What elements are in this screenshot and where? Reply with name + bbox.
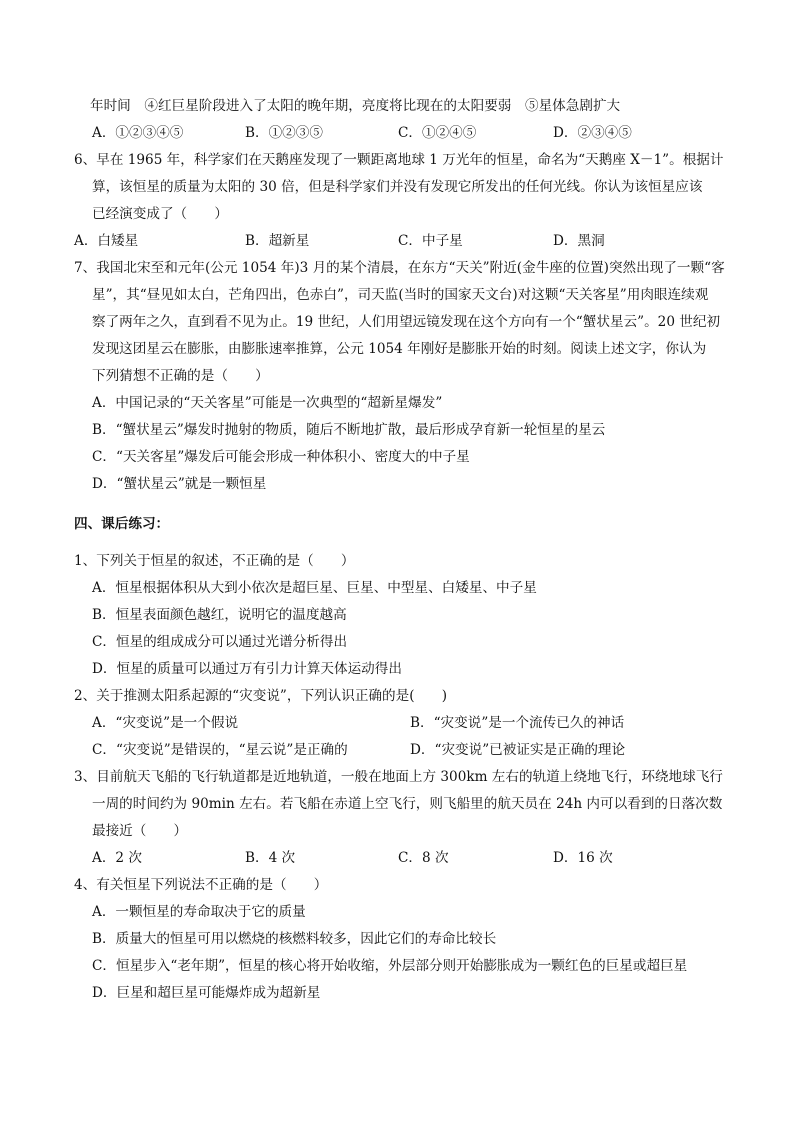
q6-option-d: D．黑洞 — [553, 233, 605, 249]
p3-option-a: A．2 次 — [92, 850, 142, 866]
q7-stem-line-3: 察了两年之久，直到看不见为止。19 世纪，人们用望远镜发现在这个方向有一个“蟹状星云”。20 世纪初 — [92, 314, 721, 330]
option-a: A．①②③④⑤ — [92, 125, 184, 141]
p3-option-d: D．16 次 — [553, 850, 613, 866]
p3-option-b: B．4 次 — [245, 850, 296, 866]
p3-stem-line-3: 最接近（ ） — [92, 823, 188, 839]
section-title: 四、课后练习： — [74, 516, 170, 532]
p2-option-b: B．“灾变说”是一个流传已久的神话 — [410, 715, 625, 731]
p3-stem-line-1: 3、目前航天飞船的飞行轨道都是近地轨道，一般在地面上方 300km 左右的轨道上绕地飞行，环绕地球飞行 — [74, 769, 723, 785]
p2-option-c: C．“灾变说”是错误的，“星云说”是正确的 — [92, 742, 348, 758]
p4-option-c: C．恒星步入“老年期”，恒星的核心将开始收缩，外层部分则开始膨胀成为一颗红色的巨星或超巨星 — [92, 958, 688, 974]
q7-option-c: C．“天关客星”爆发后可能会形成一种体积小、密度大的中子星 — [92, 449, 470, 465]
option-d: D．②③④⑤ — [553, 125, 632, 141]
p1-option-d: D．恒星的质量可以通过万有引力计算天体运动得出 — [92, 661, 402, 677]
option-b: B．①②③⑤ — [245, 125, 323, 141]
p2-option-d: D．“灾变说”已被证实是正确的理论 — [410, 742, 626, 758]
p1-option-a: A．恒星根据体积从大到小依次是超巨星、巨星、中型星、白矮星、中子星 — [92, 580, 537, 596]
p2-stem: 2、关于推测太阳系起源的“灾变说”，下列认识正确的是( ) — [74, 688, 447, 704]
q7-stem-line-5: 下列猜想不正确的是（ ） — [92, 368, 269, 384]
q7-stem-line-4: 发现这团星云在膨胀，由膨胀速率推算，公元 1054 年刚好是膨胀开始的时刻。阅读上述文字，你认为 — [92, 341, 707, 357]
p4-option-d: D．巨星和超巨星可能爆炸成为超新星 — [92, 985, 321, 1001]
p4-stem: 4、有关恒星下列说法不正确的是（ ） — [74, 877, 328, 893]
p1-option-c: C．恒星的组成成分可以通过光谱分析得出 — [92, 634, 348, 650]
q7-stem-line-1: 7、我国北宋至和元年(公元 1054 年)3 月的某个清晨，在东方“天关”附近(金牛座的位置)突然出现了一颗“客 — [74, 260, 725, 276]
q7-option-b: B．“蟹状星云”爆发时抛射的物质，随后不断地扩散，最后形成孕育新一轮恒星的星云 — [92, 422, 606, 438]
p1-stem: 1、下列关于恒星的叙述，不正确的是（ ） — [74, 553, 355, 569]
option-c: C．①②④⑤ — [398, 125, 477, 141]
p4-option-b: B．质量大的恒星可用以燃烧的核燃料较多，因此它们的寿命比较长 — [92, 931, 497, 947]
q7-stem-line-2: 星”，其“昼见如太白，芒角四出，色赤白”，司天监(当时的国家天文台)对这颗“天关客星”用肉眼连续观 — [92, 287, 709, 303]
p3-stem-line-2: 一周的时间约为 90min 左右。若飞船在赤道上空飞行，则飞船里的航天员在 24h 内可以看到的日落次数 — [92, 796, 723, 812]
q6-stem-line-3: 已经演变成了（ ） — [92, 206, 228, 222]
q6-option-b: B．超新星 — [245, 233, 310, 249]
continuation-line: 年时间 ④红巨星阶段进入了太阳的晚年期，亮度将比现在的太阳要弱 ⑤星体急剧扩大 — [90, 98, 621, 114]
q7-option-d: D．“蟹状星云”就是一颗恒星 — [92, 476, 267, 492]
p2-option-a: A．“灾变说”是一个假说 — [92, 715, 239, 731]
q6-stem-line-1: 6、早在 1965 年，科学家们在天鹅座发现了一颗距离地球 1 万光年的恒星，命名为“天鹅座 X－1”。根据计 — [74, 152, 724, 168]
q6-option-c: C．中子星 — [398, 233, 463, 249]
p3-option-c: C．8 次 — [398, 850, 449, 866]
q6-option-a: A．白矮星 — [74, 233, 139, 249]
p4-option-a: A．一颗恒星的寿命取决于它的质量 — [92, 904, 306, 920]
q7-option-a: A．中国记录的“天关客星”可能是一次典型的“超新星爆发” — [92, 395, 443, 411]
p1-option-b: B．恒星表面颜色越红，说明它的温度越高 — [92, 607, 347, 623]
q6-stem-line-2: 算，该恒星的质量为太阳的 30 倍，但是科学家们并没有发现它所发出的任何光线。你认为该恒星应该 — [92, 179, 703, 195]
